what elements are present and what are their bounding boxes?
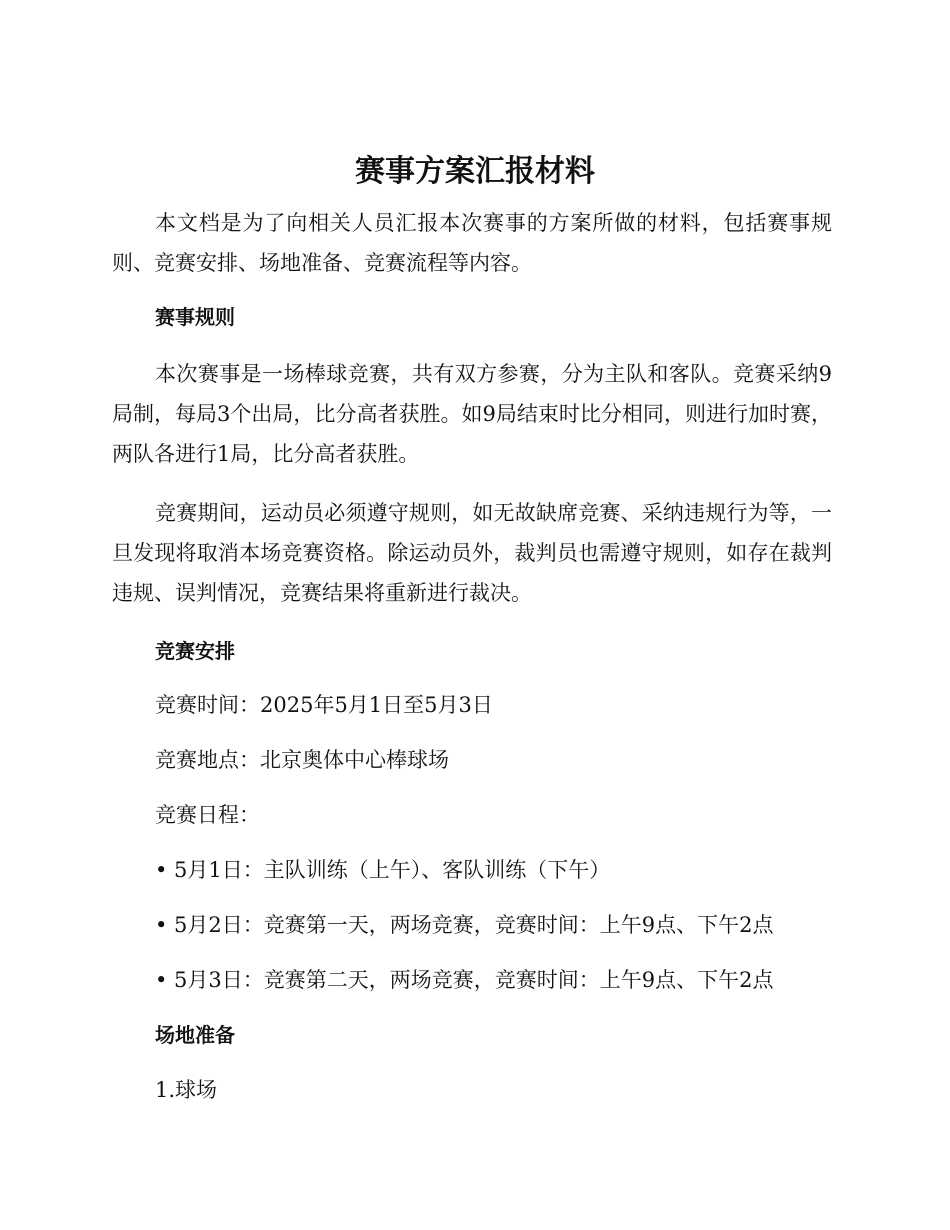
section-heading-rules: 赛事规则 (155, 305, 235, 329)
schedule-item: • 5月2日：竞赛第一天，两场竞赛，竞赛时间：上午9点、下午2点 (155, 913, 774, 937)
schedule-item: • 5月1日：主队训练（上午）、客队训练（下午） (155, 858, 611, 882)
schedule-agenda-label: 竞赛日程： (155, 803, 260, 827)
schedule-venue: 竞赛地点：北京奥体中心棒球场 (155, 748, 449, 772)
schedule-item: • 5月3日：竞赛第二天，两场竞赛，竞赛时间：上午9点、下午2点 (155, 968, 774, 992)
rules-paragraph-2: 竞赛期间，运动员必须遵守规则，如无故缺席竞赛、采纳违规行为等，一旦发现将取消本场竞赛资格。除运动员外，裁判员也需遵守规则，如存在裁判违规、误判情况，竞赛结果将重新进行裁决。 (112, 501, 832, 605)
venue-prep-item: 1.球场 (155, 1078, 218, 1102)
intro-paragraph: 本文档是为了向相关人员汇报本次赛事的方案所做的材料，包括赛事规则、竞赛安排、场地准备、竞赛流程等内容。 (112, 211, 832, 275)
rules-paragraph-1: 本次赛事是一场棒球竞赛，共有双方参赛，分为主队和客队。竞赛采纳9局制，每局3个出局，比分高者获胜。如9局结束时比分相同，则进行加时赛，两队各进行1局，比分高者获胜。 (112, 362, 832, 466)
schedule-time: 竞赛时间：2025年5月1日至5月3日 (155, 693, 493, 717)
section-heading-schedule: 竞赛安排 (155, 639, 235, 663)
document-title: 赛事方案汇报材料 (355, 154, 595, 189)
section-heading-venue-prep: 场地准备 (155, 1023, 235, 1047)
